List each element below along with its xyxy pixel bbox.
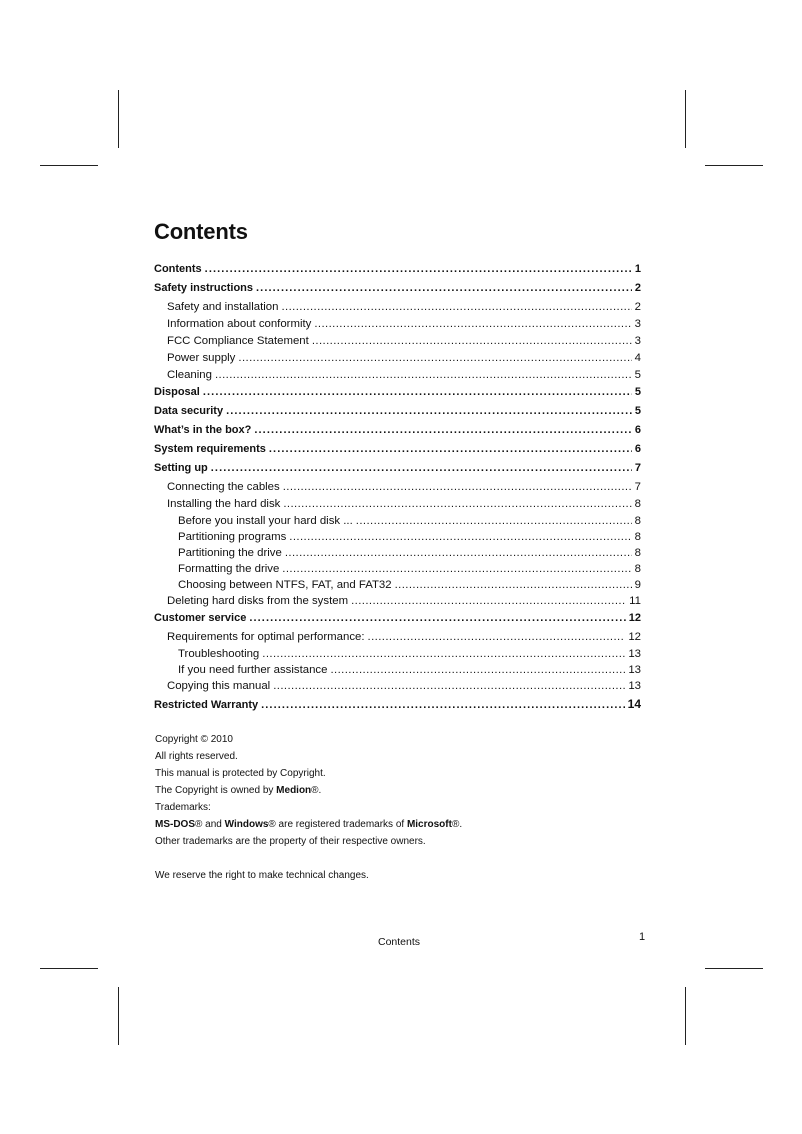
technical-changes-line: We reserve the right to make technical changes. (155, 870, 369, 881)
trademark-msdos: MS-DOS (155, 819, 195, 830)
crop-mark (705, 968, 763, 969)
trademark-microsoft: Microsoft (406, 819, 452, 830)
toc-label: Setting up (154, 462, 208, 474)
toc-label: Cleaning (167, 369, 212, 381)
toc-entry[interactable] (154, 515, 641, 531)
toc-leader (289, 531, 631, 543)
toc-page: 4 (634, 352, 641, 364)
toc-label: Formatting the drive (178, 563, 280, 575)
toc-label: Restricted Warranty (154, 699, 259, 711)
toc-page: 2 (634, 282, 641, 294)
toc-entry[interactable] (154, 595, 641, 612)
toc-entry[interactable] (154, 563, 641, 579)
protection-line: This manual is protected by Copyright. (155, 768, 326, 779)
toc-entry[interactable] (154, 498, 641, 515)
toc-entry[interactable] (154, 424, 641, 443)
toc-page: 5 (634, 386, 641, 398)
toc-page: 13 (628, 680, 641, 692)
toc-entry[interactable] (154, 579, 641, 595)
toc-leader (283, 498, 631, 510)
crop-mark (118, 987, 119, 1045)
toc-leader (249, 612, 625, 624)
toc-label: Contents (154, 263, 202, 275)
toc-page: 11 (629, 595, 641, 607)
toc-page: 7 (634, 462, 641, 474)
toc-page: 9 (634, 579, 641, 591)
toc-entry[interactable] (154, 481, 641, 498)
toc-leader (314, 318, 631, 330)
footer-section-title: Contents (378, 936, 421, 948)
toc-leader (395, 579, 632, 591)
toc-entry[interactable] (154, 612, 641, 631)
toc-label: FCC Compliance Statement (167, 335, 309, 347)
toc-page: 8 (634, 515, 641, 527)
toc-entry[interactable] (154, 405, 641, 424)
trademarks-line (155, 816, 462, 833)
toc-page: 7 (634, 481, 641, 493)
toc-page: 1 (634, 263, 641, 275)
toc-leader (351, 595, 626, 607)
spacer (155, 850, 462, 867)
owner-line (155, 782, 462, 799)
toc-leader (285, 547, 632, 559)
toc-page: 3 (634, 335, 641, 347)
toc-page: 8 (634, 531, 641, 543)
toc-page: 8 (634, 547, 641, 559)
toc-leader (211, 462, 632, 474)
table-of-contents (154, 263, 641, 716)
toc-label: Partitioning programs (178, 531, 287, 543)
toc-leader (215, 369, 632, 381)
toc-label: Installing the hard disk (167, 498, 281, 510)
toc-label: Data security (154, 405, 224, 417)
toc-leader (261, 699, 625, 711)
toc-leader (356, 515, 632, 527)
trademarks-heading: Trademarks: (155, 802, 211, 813)
trademark-text: ®. (451, 819, 463, 830)
toc-page: 14 (627, 697, 641, 711)
toc-page: 6 (634, 443, 641, 455)
toc-entry[interactable] (154, 318, 641, 335)
toc-leader (273, 680, 625, 692)
page-title: Contents (154, 219, 248, 244)
toc-leader (283, 481, 632, 493)
toc-label: What’s in the box? (154, 424, 252, 436)
toc-entry[interactable] (154, 664, 641, 680)
toc-entry[interactable] (154, 352, 641, 369)
copyright-notice (155, 731, 462, 884)
toc-page: 13 (628, 664, 641, 676)
owner-brand: Medion (276, 785, 312, 796)
toc-entry[interactable] (154, 531, 641, 547)
crop-mark (685, 90, 686, 148)
toc-leader (254, 424, 632, 436)
toc-page: 8 (634, 498, 641, 510)
crop-mark (705, 165, 763, 166)
toc-leader (226, 405, 632, 417)
toc-label: Customer service (154, 612, 247, 624)
crop-mark (40, 165, 98, 166)
toc-page: 5 (634, 405, 641, 417)
toc-label: Troubleshooting (178, 648, 260, 660)
toc-entry[interactable] (154, 648, 641, 664)
toc-entry[interactable] (154, 680, 641, 697)
toc-entry[interactable] (154, 697, 641, 716)
toc-page: 13 (628, 648, 641, 660)
toc-label: Partitioning the drive (178, 547, 282, 559)
toc-label: Connecting the cables (167, 481, 280, 493)
toc-label: Choosing between NTFS, FAT, and FAT32 (178, 579, 392, 591)
crop-mark (118, 90, 119, 148)
toc-leader (262, 648, 625, 660)
toc-leader (282, 563, 631, 575)
trademark-text: ® and (195, 819, 225, 830)
toc-leader (203, 386, 632, 398)
toc-page: 12 (628, 631, 641, 643)
toc-page: 8 (634, 563, 641, 575)
copyright-line: Copyright © 2010 (155, 734, 233, 745)
toc-entry[interactable] (154, 462, 641, 481)
toc-label: Copying this manual (167, 680, 271, 692)
toc-entry[interactable] (154, 335, 641, 352)
toc-leader (312, 335, 632, 347)
crop-mark (685, 987, 686, 1045)
trademark-text: ® are registered trademarks of (268, 819, 407, 830)
toc-entry[interactable] (154, 547, 641, 563)
toc-label: Safety instructions (154, 282, 254, 294)
toc-page: 12 (628, 612, 641, 624)
toc-label: Before you install your hard disk ... (178, 515, 353, 527)
toc-leader (281, 301, 631, 313)
toc-label: Disposal (154, 386, 200, 398)
toc-label: Safety and installation (167, 301, 279, 313)
toc-label: Requirements for optimal performance: (167, 631, 365, 643)
owner-prefix: The Copyright is owned by (155, 785, 277, 796)
toc-leader (238, 352, 631, 364)
toc-label: If you need further assistance (178, 664, 328, 676)
toc-page: 3 (634, 318, 641, 330)
toc-entry[interactable] (154, 443, 641, 462)
toc-label: Information about conformity (167, 318, 312, 330)
toc-entry[interactable] (154, 282, 641, 301)
toc-page: 2 (634, 301, 641, 313)
toc-entry[interactable] (154, 369, 641, 386)
rights-line: All rights reserved. (155, 751, 238, 762)
toc-entry[interactable] (154, 631, 641, 648)
toc-label: Power supply (167, 352, 236, 364)
footer-page-number: 1 (639, 931, 646, 943)
trademark-windows: Windows (224, 819, 269, 830)
toc-label: Deleting hard disks from the system (167, 595, 349, 607)
toc-leader (205, 263, 632, 275)
toc-leader (330, 664, 625, 676)
toc-leader (256, 282, 632, 294)
other-trademarks-line: Other trademarks are the property of their respective owners. (155, 836, 426, 847)
toc-entry[interactable] (154, 386, 641, 405)
toc-label: System requirements (154, 443, 266, 455)
crop-mark (40, 968, 98, 969)
toc-leader (368, 631, 626, 643)
toc-page: 5 (634, 369, 641, 381)
owner-suffix: ®. (311, 785, 322, 796)
toc-page: 6 (634, 424, 641, 436)
toc-leader (269, 443, 632, 455)
toc-entry[interactable] (154, 301, 641, 318)
toc-entry[interactable] (154, 263, 641, 282)
